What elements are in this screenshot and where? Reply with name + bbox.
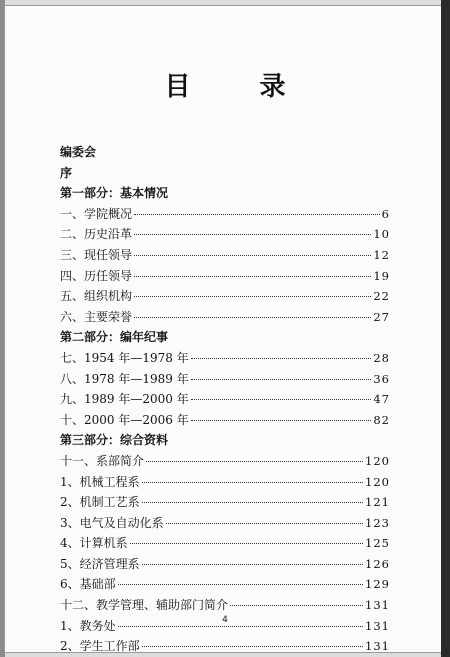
toc-entry-label: 五、组织机构 <box>60 289 133 304</box>
part-heading-3: 第三部分：综合资料 <box>60 433 169 448</box>
toc-entry <box>60 574 390 595</box>
toc-entry-page: 12 <box>373 247 390 262</box>
toc-front-editorial: 编委会 <box>60 145 97 159</box>
leader-dots <box>134 255 371 256</box>
leader-dots <box>134 214 380 215</box>
toc-entry-label: 六、主要荣誉 <box>60 309 133 324</box>
page-number: 4 <box>222 615 228 625</box>
leader-dots <box>142 482 363 483</box>
leader-dots <box>134 317 371 318</box>
toc-entry-label: 十、2000 年—2006 年 <box>60 412 189 427</box>
leader-dots <box>191 420 372 421</box>
toc-entry-label: 2、学生工作部 <box>60 639 140 654</box>
page-title: 目 录 <box>164 72 316 102</box>
toc-front-preface: 序 <box>60 165 73 180</box>
toc-entry <box>60 533 390 554</box>
toc-entry <box>60 595 390 616</box>
leader-dots <box>130 543 363 544</box>
toc-entry-label: 七、1954 年—1978 年 <box>60 350 189 365</box>
toc-entry-label: 八、1978 年—1989 年 <box>60 371 189 386</box>
toc-entry-page: 126 <box>365 556 390 571</box>
toc-entry-label: 6、基础部 <box>60 577 116 592</box>
leader-dots <box>118 626 363 627</box>
toc-entry <box>60 348 390 369</box>
leader-dots <box>230 605 363 606</box>
toc-entry-page: 28 <box>373 350 390 365</box>
toc-entry-label: 二、历史沿革 <box>60 227 133 242</box>
toc-entry-page: 10 <box>373 227 390 242</box>
toc-entry-label: 2、机制工艺系 <box>60 495 140 510</box>
leader-dots <box>142 564 363 565</box>
toc-entry-page: 36 <box>373 371 390 386</box>
toc-entry-page: 120 <box>365 474 390 489</box>
toc-entry-label: 四、历任领导 <box>60 268 133 283</box>
toc-entry <box>60 389 390 410</box>
toc-entry-page: 6 <box>381 206 390 221</box>
leader-dots <box>134 296 371 297</box>
toc-entry <box>60 636 390 657</box>
toc-entry <box>60 513 390 534</box>
toc-entry <box>60 451 390 472</box>
toc-entry <box>60 286 390 307</box>
toc-entry-page: 27 <box>373 309 390 324</box>
toc-entry <box>60 224 390 245</box>
toc-entry <box>60 554 390 575</box>
leader-dots <box>191 399 372 400</box>
table-of-contents <box>60 142 390 657</box>
toc-entry-label: 九、1989 年—2000 年 <box>60 392 189 407</box>
toc-entry-page: 125 <box>365 536 390 551</box>
leader-dots <box>118 584 363 585</box>
toc-entry-label: 十一、系部简介 <box>60 453 145 468</box>
leader-dots <box>191 379 372 380</box>
toc-entry <box>60 369 390 390</box>
toc-entry <box>60 204 390 225</box>
leader-dots <box>142 502 363 503</box>
toc-entry-label: 一、学院概况 <box>60 206 133 221</box>
toc-entry-page: 121 <box>365 495 390 510</box>
toc-entry-label: 三、现任领导 <box>60 247 133 262</box>
toc-entry-page: 131 <box>365 639 390 654</box>
toc-entry <box>60 492 390 513</box>
toc-entry-page: 19 <box>373 268 390 283</box>
part-heading-1: 第一部分：基本情况 <box>60 186 169 201</box>
toc-entry-label: 3、电气及自动化系 <box>60 515 164 530</box>
toc-entry-page: 82 <box>373 412 390 427</box>
toc-entry-page: 131 <box>365 618 390 633</box>
leader-dots <box>134 276 371 277</box>
toc-entry-label: 4、计算机系 <box>60 536 128 551</box>
toc-entry-page: 131 <box>365 598 390 613</box>
toc-entry <box>60 266 390 287</box>
toc-entry-page: 22 <box>373 289 390 304</box>
toc-entry <box>60 472 390 493</box>
leader-dots <box>166 523 363 524</box>
toc-entry-page: 120 <box>365 453 390 468</box>
part-heading-2: 第二部分：编年纪事 <box>60 330 169 345</box>
leader-dots <box>134 234 371 235</box>
toc-entry-label: 十二、教学管理、辅助部门简介 <box>60 598 229 613</box>
toc-entry <box>60 307 390 328</box>
toc-entry <box>60 410 390 431</box>
toc-entry-page: 129 <box>365 577 390 592</box>
toc-entry-page: 123 <box>365 515 390 530</box>
toc-entry <box>60 245 390 266</box>
toc-entry-label: 1、机械工程系 <box>60 474 140 489</box>
toc-entry-label: 5、经济管理系 <box>60 556 140 571</box>
leader-dots <box>146 461 363 462</box>
leader-dots <box>191 358 372 359</box>
toc-entry-page: 47 <box>373 392 390 407</box>
toc-entry-label: 1、教务处 <box>60 618 116 633</box>
leader-dots <box>142 646 363 647</box>
